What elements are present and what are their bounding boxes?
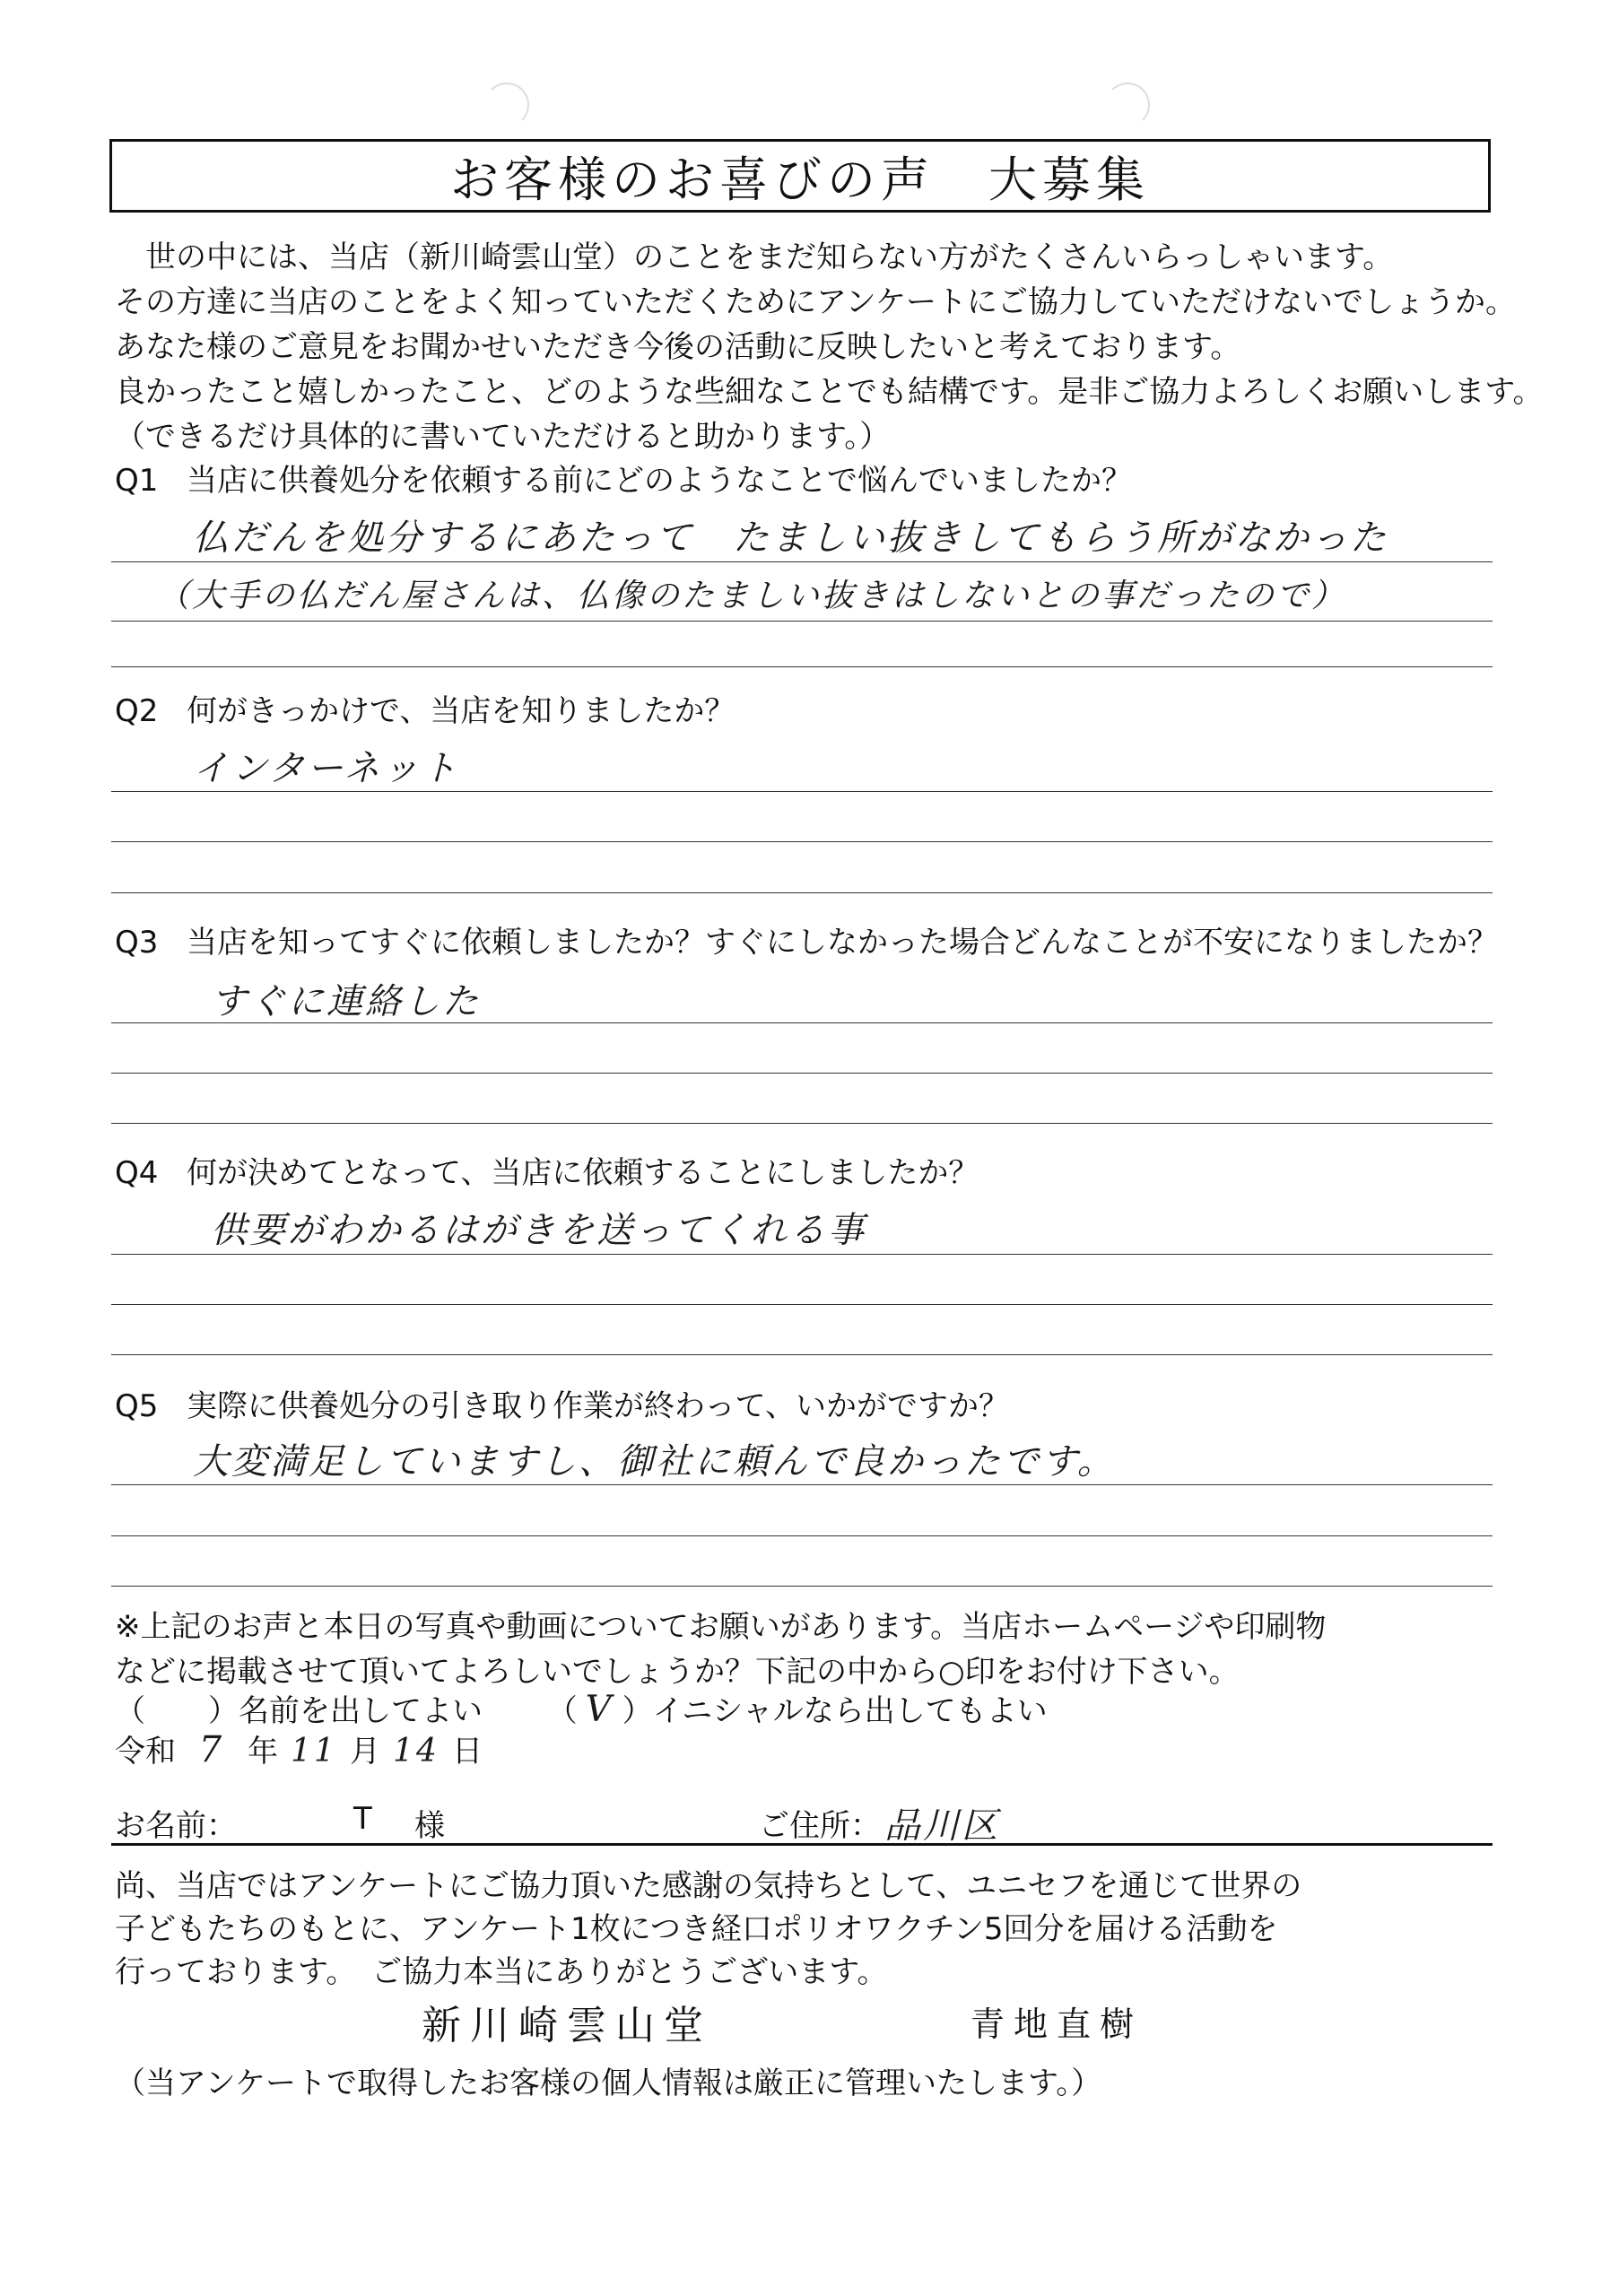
consent-options [115,1686,1048,1730]
page-title: お客様のお喜びの声 大募集 [109,139,1491,213]
answer-rule [111,1254,1493,1255]
punch-hole-left [484,83,529,127]
answer-rule [111,1123,1493,1124]
shop-name: 新川崎雲山堂 [422,2003,712,2048]
answer-1-line-2: （大手の仏だん屋さんは、仏像のたましい抜きはしないとの事だったので） [157,578,1347,614]
date-row [115,1726,483,1770]
intro-line: その方達に当店のことをよく知っていただくためにアンケートにご協力していただけないでしょうか。 [115,284,1516,320]
answer-rule [111,621,1493,622]
question-text: 実際に供養処分の引き取り作業が終わって、いかがですか？ [187,1388,1009,1424]
answer-rule [111,1022,1493,1023]
question-number: Q2 [115,693,159,729]
footer-line-2: 子どもたちのもとに、アンケート1枚につき経口ポリオワクチン5回分を届ける活動を [115,1911,1278,1947]
question-5 [115,1381,1009,1425]
answer-5-line-1: 大変満足していますし、御社に頼んで良かったです。 [193,1441,1116,1483]
question-number: Q5 [115,1388,159,1424]
intro-line: （できるだけ具体的に書いていただけると助かります。） [115,419,891,455]
question-number: Q1 [115,463,159,499]
address-value[interactable]: 品川区 [884,1805,1000,1847]
answer-rule [111,1354,1493,1355]
date-day-label: 日 [452,1734,483,1770]
intro-line: 世の中には、当店（新川崎雲山堂）のことをまだ知らない方がたくさんいらっしゃいます。 [145,239,1394,275]
name-value[interactable]: T [353,1801,372,1837]
date-month-label: 月 [350,1734,380,1770]
date-day[interactable]: 14 [393,1733,440,1770]
option-initial-mark[interactable]: V [585,1689,614,1730]
option-name-label: 名前を出してよい [239,1693,483,1729]
intro-line: 良かったこと嬉しかったこと、どのような些細なことでも結構です。是非ご協力よろしくお願いします。 [115,374,1544,410]
answer-rule [111,892,1493,893]
punch-hole-right [1105,83,1150,127]
signature-rule [111,1843,1493,1846]
address-label: ご住所： [759,1808,881,1844]
date-month[interactable]: 11 [291,1733,337,1770]
answer-rule [111,1073,1493,1074]
answer-rule [111,1304,1493,1305]
owner-name: 青地直樹 [971,2005,1144,2044]
answer-rule [111,841,1493,842]
answer-rule [111,666,1493,667]
signature-row [111,1801,1493,1847]
question-4 [115,1148,979,1192]
privacy-note: （当アンケートで取得したお客様の個人情報は厳正に管理いたします。） [115,2066,1102,2101]
option-paren-close: ） [622,1693,653,1729]
intro-text [115,235,1544,459]
option-paren-open: （ [546,1693,578,1729]
answer-rule [111,561,1493,562]
answer-4-line-1: 供要がわかるはがきを送ってくれる事 [211,1210,866,1251]
option-paren-open: （ [115,1693,145,1729]
question-text: 当店に供養処分を依頼する前にどのようなことで悩んでいましたか？ [187,463,1132,499]
answer-1-line-1: 仏だんを処分するにあたって たましい抜きしてもらう所がなかった [193,517,1388,559]
option-paren-close: ） [208,1693,239,1729]
question-text: 当店を知ってすぐに依頼しましたか？すぐにしなかった場合どんなことが不安になりましたか？ [187,925,1498,961]
footer-line-1: 尚、当店ではアンケートにご協力頂いた感謝の気持ちとして、ユニセフを通じて世界の [115,1868,1302,1904]
option-initial-label: イニシャルなら出してもよい [652,1693,1048,1729]
date-year-label: 年 [248,1734,278,1770]
footer-line-3: 行っております。 ご協力本当にありがとうございます。 [115,1954,888,1990]
question-number: Q4 [115,1155,159,1191]
question-2 [115,686,735,730]
question-3 [115,918,1498,961]
date-year[interactable]: 7 [198,1729,225,1770]
question-1 [115,456,1132,500]
name-label: お名前： [115,1808,237,1844]
answer-2-line-1: インターネット [193,748,460,789]
consent-line-2: などに掲載させて頂いてよろしいでしょうか？下記の中から○印をお付け下さい。 [115,1654,1240,1690]
question-text: 何がきっかけで、当店を知りましたか？ [187,693,736,729]
question-number: Q3 [115,925,159,961]
name-suffix: 様 [414,1808,445,1844]
consent-line-1: ※上記のお声と本日の写真や動画についてお願いがあります。当店ホームページや印刷物 [115,1609,1327,1645]
answer-rule [111,1586,1493,1587]
question-text: 何が決めてとなって、当店に依頼することにしましたか？ [187,1155,979,1191]
date-era: 令和 [115,1734,176,1770]
intro-line: あなた様のご意見をお聞かせいただき今後の活動に反映したいと考えております。 [115,329,1241,365]
answer-rule [111,1535,1493,1536]
answer-rule [111,791,1493,792]
answer-rule [111,1484,1493,1485]
answer-3-line-1: すぐに連絡した [211,981,481,1022]
